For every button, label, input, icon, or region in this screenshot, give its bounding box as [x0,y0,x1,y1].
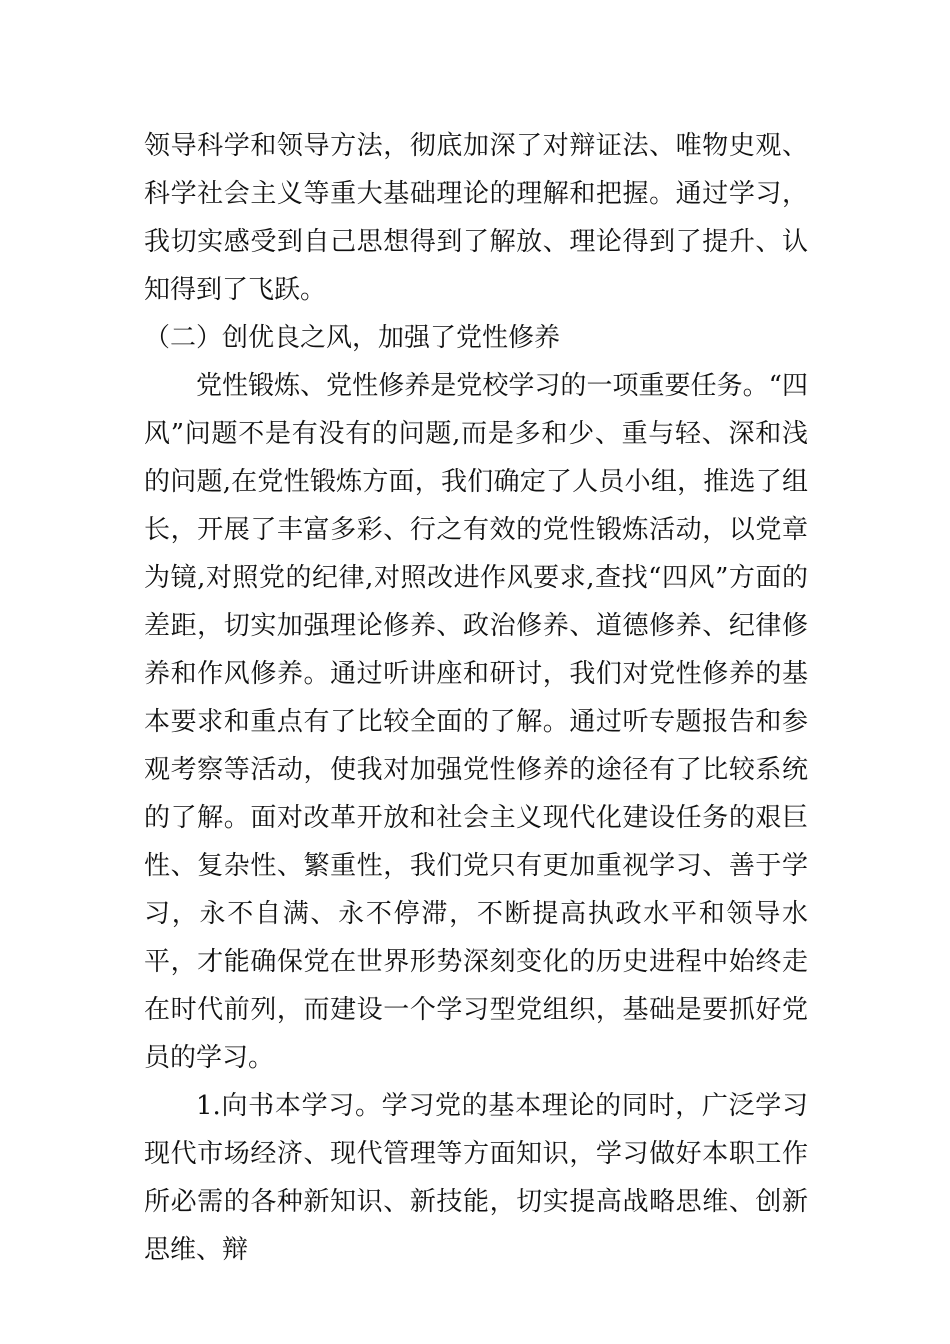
paragraph-party-spirit: 党性锻炼、党性修养是党校学习的一项重要任务。“四风”问题不是有没有的问题,而是多和少、重与轻、深和浅的问题,在党性锻炼方面，我们确定了人员小组，推选了组长，开展了丰富多彩、行之有效的党性锻炼活动，以党章为镜,对照党的纪律,对照改进作风要求,查找“四风”方面的差距，切实加强理论修养、政治修养、道德修养、纪律修养和作风修养。通过听讲座和研讨，我们对党性修养的基本要求和重点有了比较全面的了解。通过听专题报告和参观考察等活动，使我对加强党性修养的途径有了比较系统的了解。面对改革开放和社会主义现代化建设任务的艰巨性、复杂性、繁重性，我们党只有更加重视学习、善于学习，永不自满、永不停滞，不断提高执政水平和领导水平，才能确保党在世界形势深刻变化的历史进程中始终走在时代前列，而建设一个学习型党组织，基础是要抓好党员的学习。 [144,371,808,1073]
paragraph-continued: 领导科学和领导方法，彻底加深了对辩证法、唯物史观、科学社会主义等重大基础理论的理解和把握。通过学习，我切实感受到自己思想得到了解放、理论得到了提升、认知得到了飞跃。 [144,131,808,305]
section-heading: （二）创优良之风，加强了党性修养 [144,323,561,353]
paragraph-item-1: 1.向书本学习。学习党的基本理论的同时，广泛学习现代市场经济、现代管理等方面知识，学习做好本职工作所必需的各种新知识、新技能，切实提高战略思维、创新思维、辩 [144,1091,808,1265]
document-body [144,122,808,1274]
